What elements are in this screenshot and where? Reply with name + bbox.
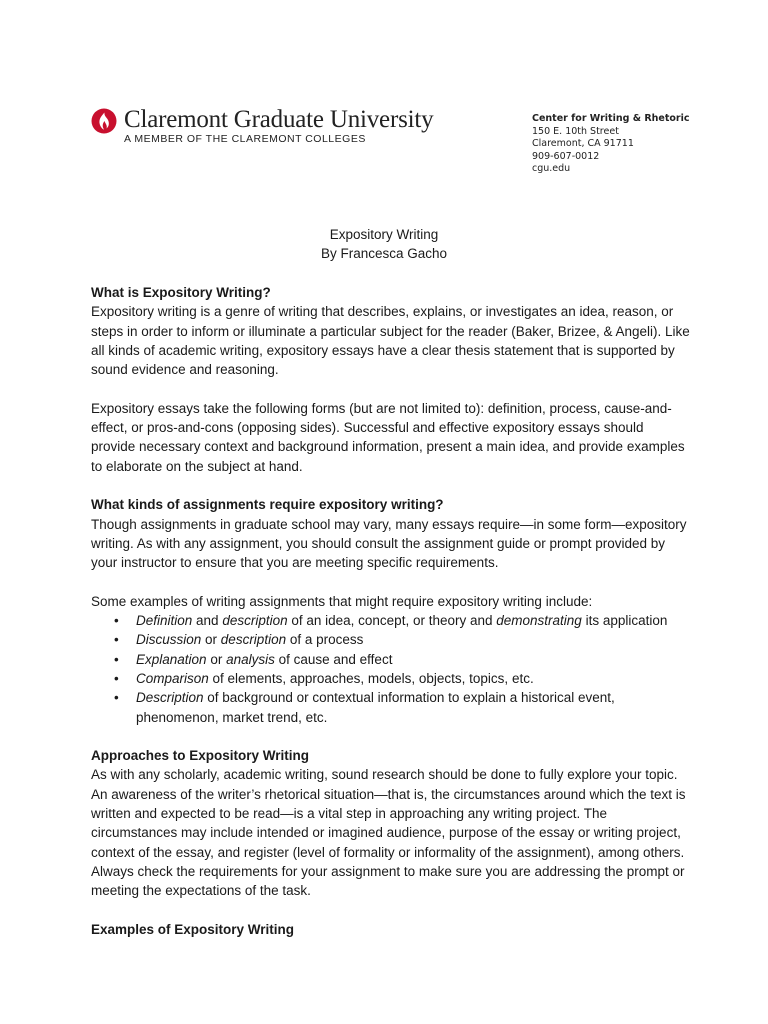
paragraph-assignments: Though assignments in graduate school may vary, many essays require—in some form—expository writing. As with any assignment, you should consult the assignment guide or prompt provided by your instructor to ensure that you are meeting specific requirements. <box>91 516 687 571</box>
section-heading-assignments: What kinds of assignments require expository writing? <box>91 497 444 513</box>
flame-icon <box>91 108 117 134</box>
list-item: • Description of background or contextual information to explain a historical event, phenomenon, market trend, etc. <box>114 690 615 725</box>
bullet-icon: • <box>114 613 119 629</box>
list-item: • Explanation or analysis of cause and effect <box>91 650 691 669</box>
university-logo <box>91 106 434 146</box>
center-street: 150 E. 10th Street <box>532 125 619 137</box>
document-author: By Francesca Gacho <box>320 246 448 261</box>
center-website: cgu.edu <box>532 163 571 174</box>
list-item: • Definition and description of an idea, concept, or theory and demonstrating its application <box>91 611 691 630</box>
examples-list <box>91 611 691 727</box>
paragraph-examples-intro: Some examples of writing assignments that might require expository writing include: <box>91 593 593 609</box>
section-heading-examples: Examples of Expository Writing <box>91 921 295 937</box>
section-heading-approaches: Approaches to Expository Writing <box>91 748 310 764</box>
paragraph-definition: Expository writing is a genre of writing that describes, explains, or investigates an idea, reason, or steps in order to inform or illuminate a particular subject for the reader (Baker, Brizee, & Angeli). Like all kinds of academic writing, expository essays have a clear thesis statement that is supported by sound evidence and reasoning. <box>91 304 690 378</box>
document-title: Expository Writing <box>329 227 439 242</box>
university-name: Claremont Graduate University <box>124 106 434 133</box>
university-tagline: A MEMBER OF THE CLAREMONT COLLEGES <box>124 133 366 145</box>
paragraph-forms: Expository essays take the following forms (but are not limited to): definition, process, cause-and-effect, or pros-and-cons (opposing sides). Successful and effective expository essays should provide necessary context and background information, present a main idea, and provide examples to elaborate on the subject at hand. <box>91 400 685 474</box>
center-city: Claremont, CA 91711 <box>532 138 634 149</box>
center-title: Center for Writing & Rhetoric <box>532 113 690 124</box>
section-heading-what: What is Expository Writing? <box>91 285 271 300</box>
list-item: • Comparison of elements, approaches, models, objects, topics, etc. <box>91 669 691 688</box>
list-item: • Discussion or description of a process <box>91 630 691 649</box>
paragraph-approaches: As with any scholarly, academic writing, sound research should be done to fully explore your topic. An awareness of the writer’s rhetorical situation—that is, the circumstances around which the text is written and expected to be read—is a vital step in approaching any writing project. The circumstances may include intended or imagined audience, purpose of the essay or writing project, context of the essay, and register (level of formality or informality of the assignment), among others. Always check the requirements for your assignment to make sure you are addressing the prompt or meeting the expectations of the task. <box>91 767 686 899</box>
center-phone: 909-607-0012 <box>532 150 600 162</box>
center-address <box>532 113 732 176</box>
bullet-icon: • <box>114 651 119 667</box>
bullet-icon: • <box>114 670 119 686</box>
bullet-icon: • <box>114 632 119 648</box>
document-body <box>91 283 691 939</box>
bullet-icon: • <box>114 690 119 706</box>
